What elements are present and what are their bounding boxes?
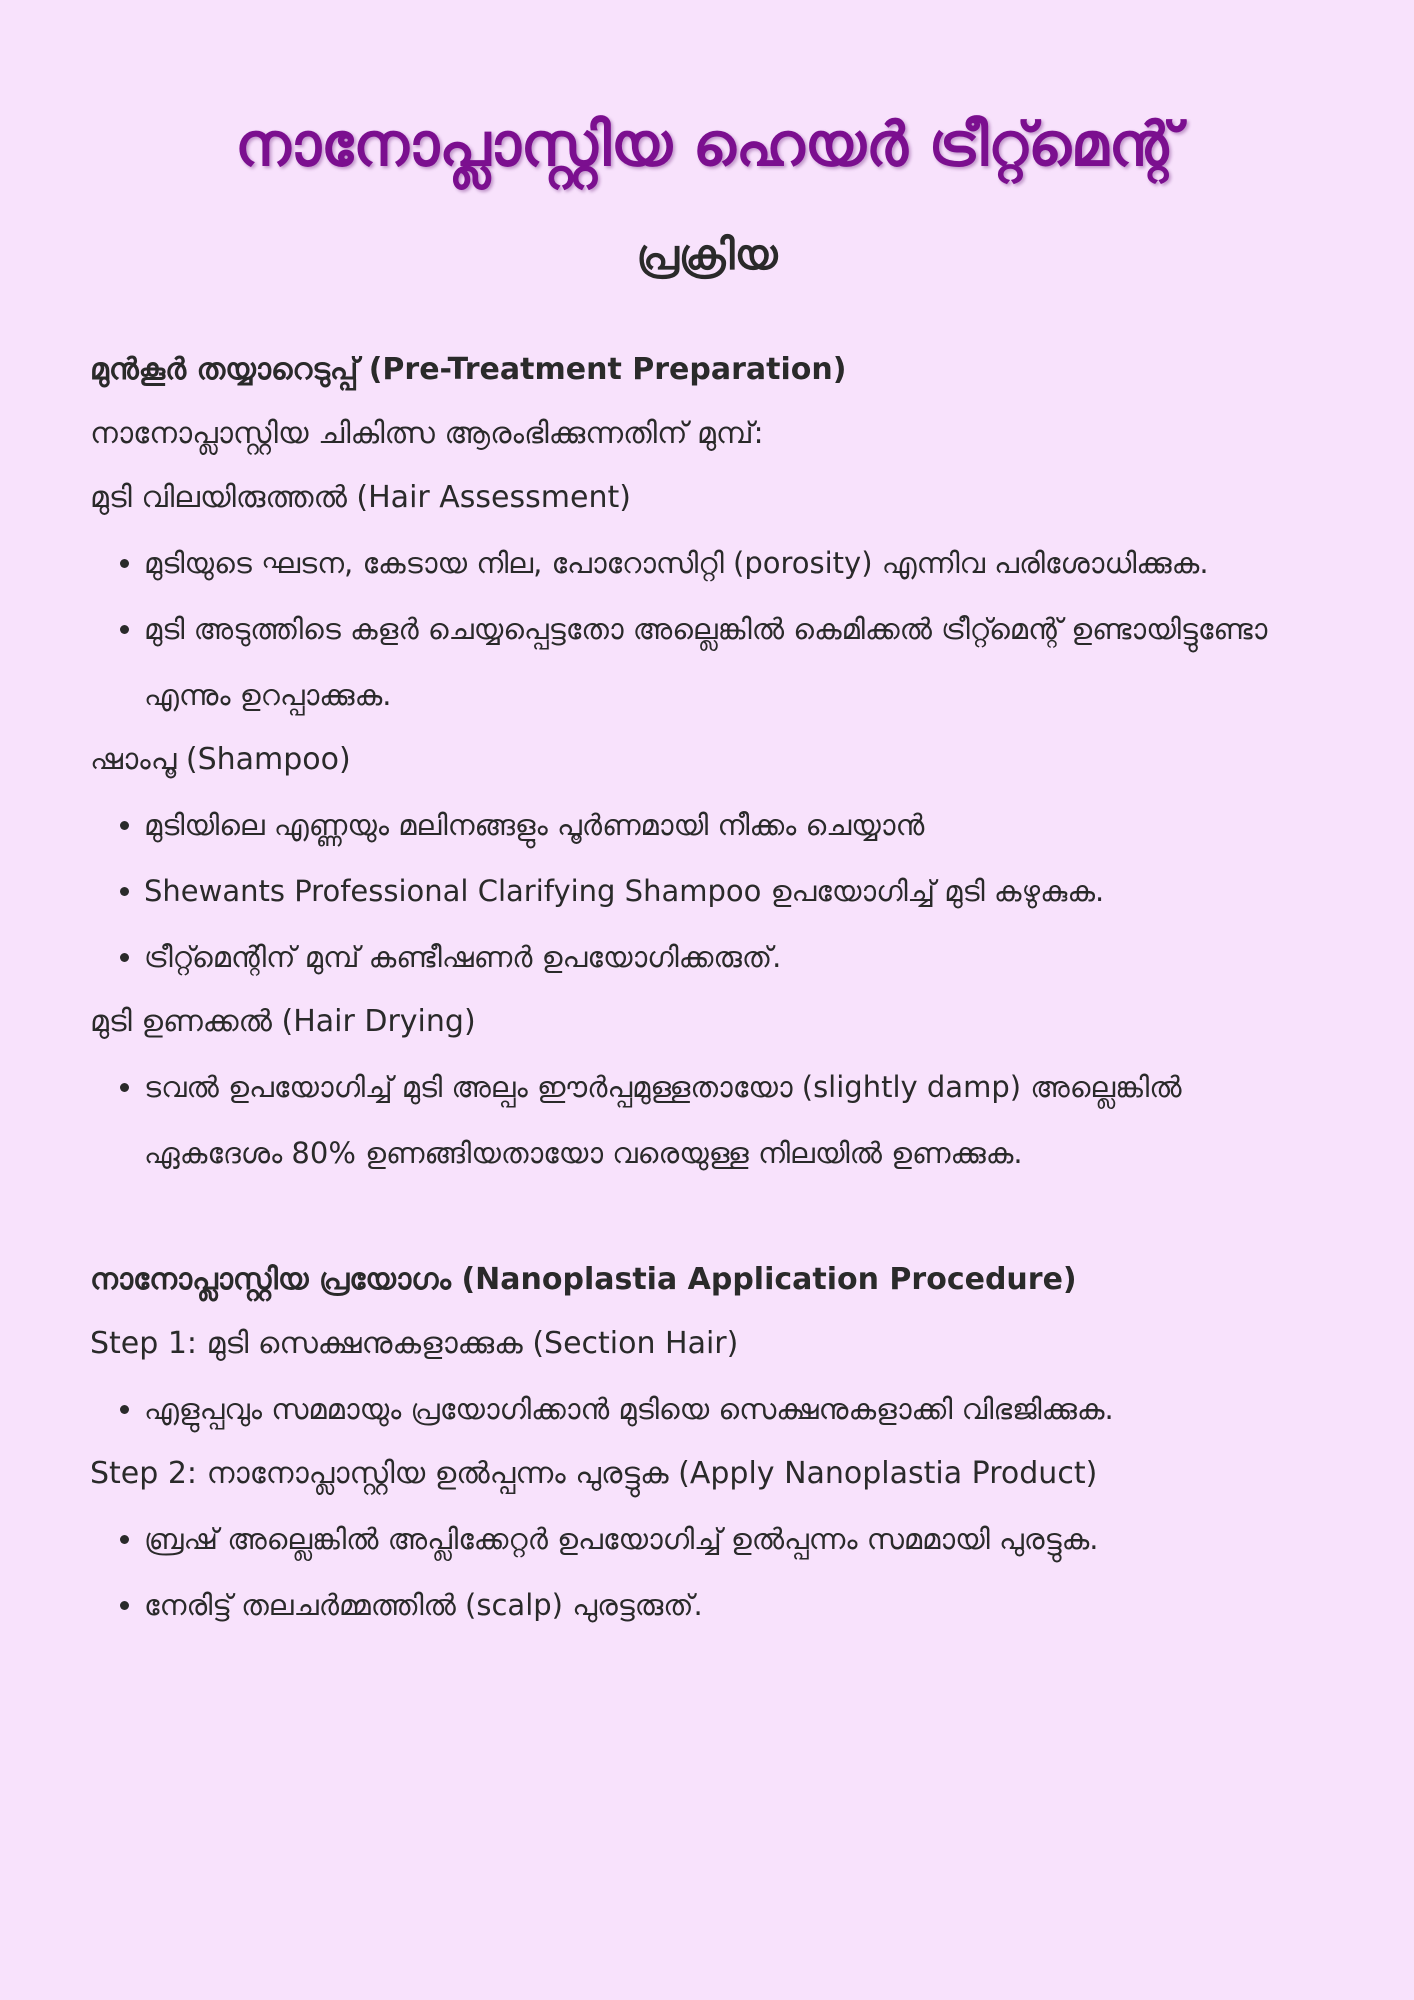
step-2-list — [90, 1506, 1324, 1638]
list-item: ട്രീറ്റ്മെന്റിന് മുമ്പ് കണ്ടീഷണർ ഉപയോഗിക്കരുത്. — [144, 924, 1324, 990]
pre-treatment-heading: മുൻകൂർ തയ്യാറെടുപ്പ് (Pre-Treatment Preparation) — [90, 352, 847, 387]
pre-treatment-section — [90, 338, 1324, 1186]
step-2-label: Step 2: നാനോപ്ലാസ്റ്റിയ ഉൽപ്പന്നം പുരട്ടുക (Apply Nanoplastia Product) — [90, 1456, 1098, 1491]
list-item: എളുപ്പവും സമമായും പ്രയോഗിക്കാൻ മുടിയെ സെക്ഷനുകളാക്കി വിഭജിക്കുക. — [144, 1376, 1324, 1442]
shampoo-list — [90, 792, 1324, 990]
application-section — [90, 1248, 1324, 1638]
list-item: ടവൽ ഉപയോഗിച്ച് മുടി അല്പം ഈർപ്പമുള്ളതായോ (slightly damp) അല്ലെങ്കിൽ ഏകദേശം 80% ഉണങ്ങിയതായോ വരെയുള്ള നിലയിൽ ഉണക്കുക. — [144, 1054, 1324, 1186]
list-item: Shewants Professional Clarifying Shampoo ഉപയോഗിച്ച് മുടി കഴുകുക. — [144, 858, 1324, 924]
document-subtitle: പ്രക്രിയ — [636, 230, 778, 279]
step-1-label: Step 1: മുടി സെക്ഷനുകളാക്കുക (Section Hair) — [90, 1326, 739, 1361]
document-title: നാനോപ്ലാസ്റ്റിയ ഹെയർ ട്രീറ്റ്മെന്റ് — [234, 110, 1180, 180]
list-item: മുടിയിലെ എണ്ണയും മലിനങ്ങളും പൂർണമായി നീക്കം ചെയ്യാൻ — [144, 792, 1324, 858]
list-item: നേരിട്ട് തലചർമ്മത്തിൽ (scalp) പുരട്ടരുത്. — [144, 1572, 1324, 1638]
pre-treatment-intro: നാനോപ്ലാസ്റ്റിയ ചികിത്സ ആരംഭിക്കുന്നതിന് മുമ്പ്: — [90, 416, 764, 451]
hair-assessment-list — [90, 530, 1324, 728]
hair-drying-list — [90, 1054, 1324, 1186]
application-heading: നാനോപ്ലാസ്റ്റിയ പ്രയോഗം (Nanoplastia Application Procedure) — [90, 1262, 1077, 1297]
shampoo-label: ഷാംപൂ (Shampoo) — [90, 742, 351, 777]
step-1-list — [90, 1376, 1324, 1442]
list-item: മുടിയുടെ ഘടന, കേടായ നില, പോറോസിറ്റി (porosity) എന്നിവ പരിശോധിക്കുക. — [144, 530, 1324, 596]
list-item: മുടി അടുത്തിടെ കളർ ചെയ്യപ്പെട്ടതോ അല്ലെങ്കിൽ കെമിക്കൽ ട്രീറ്റ്മെന്റ് ഉണ്ടായിട്ടുണ്ടോ എന്നും ഉറപ്പാക്കുക. — [144, 596, 1324, 728]
hair-assessment-label: മുടി വിലയിരുത്തൽ (Hair Assessment) — [90, 480, 631, 515]
hair-drying-label: മുടി ഉണക്കൽ (Hair Drying) — [90, 1004, 476, 1039]
list-item: ബ്രഷ് അല്ലെങ്കിൽ അപ്ലിക്കേറ്റർ ഉപയോഗിച്ച് ഉൽപ്പന്നം സമമായി പുരട്ടുക. — [144, 1506, 1324, 1572]
